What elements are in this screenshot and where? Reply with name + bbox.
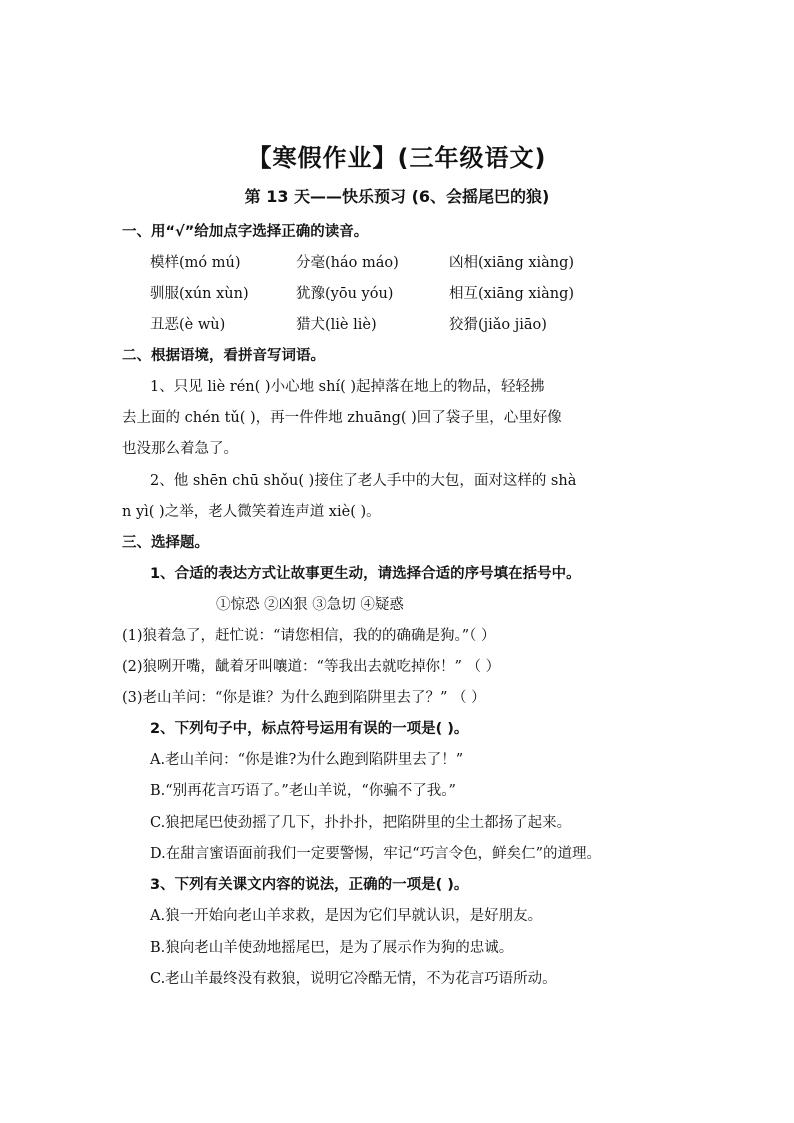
pinyin-choice: 模样(mó mú) <box>150 255 241 271</box>
question-item: (1)狼着急了，赶忙说：“请您相信，我的的确确是狗。”（ ） <box>122 628 496 644</box>
question-3-stem: 3、下列有关课文内容的说法，正确的一项是( )。 <box>150 877 469 893</box>
question-1-stem: 1、合适的表达方式让故事更生动，请选择合适的序号填在括号中。 <box>150 566 581 582</box>
choice-item: A.老山羊问：“你是谁?为什么跑到陷阱里去了！” <box>150 752 464 768</box>
section1-heading: 一、用“√”给加点字选择正确的读音。 <box>122 224 369 240</box>
question-item: (2)狼咧开嘴，龇着牙叫嚷道：“等我出去就吃掉你！” （ ） <box>122 659 501 675</box>
pinyin-choice: 犹豫(yōu yóu) <box>296 286 394 302</box>
choice-item: C.狼把尾巴使劲摇了几下，扑扑扑，把陷阱里的尘土都扬了起来。 <box>150 815 572 831</box>
paragraph-line: 1、只见 liè rén( )小心地 shí( )起掉落在地上的物品，轻轻拂 <box>150 379 545 395</box>
pinyin-choice: 凶相(xiāng xiàng) <box>449 255 575 271</box>
paragraph-line: n yì( )之举，老人微笑着连声道 xiè( )。 <box>122 504 381 520</box>
pinyin-choice: 猎犬(liè liè) <box>296 317 377 333</box>
pinyin-choice: 丑恶(è wù) <box>150 317 226 333</box>
pinyin-choice: 相互(xiāng xiàng) <box>449 286 575 302</box>
page-subtitle: 第 13 天——快乐预习 (6、会摇尾巴的狼) <box>244 187 550 206</box>
choice-item: D.在甜言蜜语面前我们一定要警惕，牢记“巧言令色，鲜矣仁”的道理。 <box>150 846 602 862</box>
section2-heading: 二、根据语境，看拼音写词语。 <box>122 348 325 364</box>
choice-item: B.狼向老山羊使劲地摇尾巴，是为了展示作为狗的忠诚。 <box>150 940 514 956</box>
pinyin-choice: 狡猾(jiǎo jiāo) <box>449 317 547 333</box>
choice-item: A.狼一开始向老山羊求救，是因为它们早就认识，是好朋友。 <box>150 908 543 924</box>
paragraph-line: 去上面的 chén tǔ( )，再一件件地 zhuāng( )回了袋子里，心里好像 <box>122 410 562 426</box>
paragraph-line: 也没那么着急了。 <box>122 441 238 457</box>
question-1-options: ①惊恐 ②凶狠 ③急切 ④疑惑 <box>216 597 404 613</box>
question-item: (3)老山羊问：“你是谁？为什么跑到陷阱里去了？” （ ） <box>122 690 486 706</box>
question-2-stem: 2、下列句子中，标点符号运用有误的一项是( )。 <box>150 721 469 737</box>
pinyin-choice: 驯服(xún xùn) <box>150 286 249 302</box>
paragraph-line: 2、他 shēn chū shǒu( )接住了老人手中的大包，面对这样的 shà <box>150 473 577 489</box>
section3-heading: 三、选择题。 <box>122 535 209 551</box>
choice-item: B.“别再花言巧语了。”老山羊说，“你骗不了我。” <box>150 783 456 799</box>
pinyin-choice: 分毫(háo máo) <box>296 255 399 271</box>
page-title: 【寒假作业】(三年级语文) <box>247 144 547 172</box>
choice-item: C.老山羊最终没有救狼，说明它冷酷无情，不为花言巧语所动。 <box>150 971 557 987</box>
